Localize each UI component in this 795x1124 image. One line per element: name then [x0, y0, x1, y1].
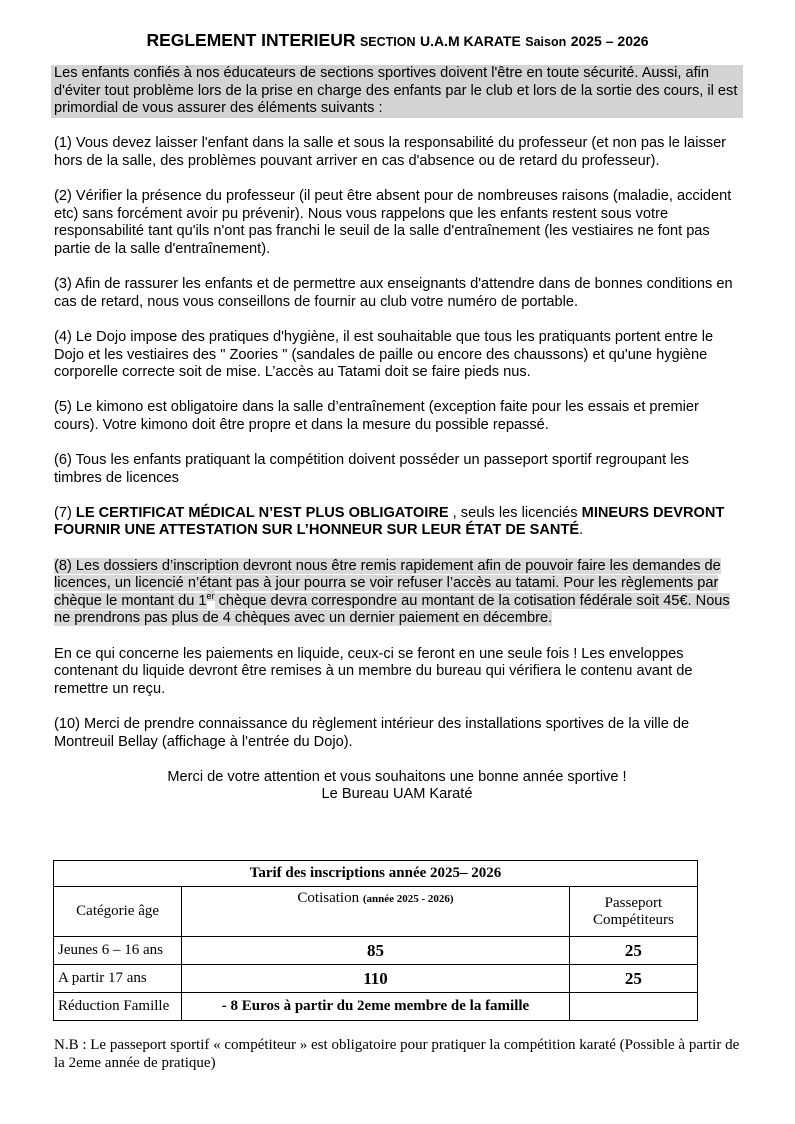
row-passeport: 25	[569, 965, 697, 993]
table-row	[54, 965, 698, 993]
title-club: U.A.M KARATE	[419, 33, 521, 49]
rule-4: (4) Le Dojo impose des pratiques d'hygiène, il est souhaitable que tous les pratiquants portent entre le Dojo et les vestiaires des " Zoories " (sandales de paille ou encore des chaussons) et qu'une hygiène corporelle correcte soit de mise. L’accès au Tatami doit se faire pieds nus.	[54, 328, 714, 381]
header-cotisation-label: Cotisation	[297, 890, 360, 906]
title-section: SECTION	[359, 35, 416, 49]
title-saison: 2025 – 2026	[570, 33, 649, 49]
table-row	[54, 937, 698, 965]
row-category: A partir 17 ans	[54, 965, 182, 993]
rules-body	[54, 65, 740, 804]
rule-8-part-a: (8) Les dossiers d’inscription devront nous être remis rapidement afin de pouvoir faire les demandes de licences, un licencié n’étant pas à jour pourra se voir refuser l’accès au tatami. Pour les règlements par chèque le montant du 1	[54, 557, 721, 609]
title-main: REGLEMENT INTERIEUR	[146, 30, 356, 50]
rule-8-superscript: er	[206, 590, 215, 601]
rule-7	[54, 505, 740, 540]
row-cotisation: 110	[182, 965, 570, 993]
rule-9: En ce qui concerne les paiements en liquide, ceux-ci se feront en une seule fois ! Les enveloppes contenant du liquide devront être remises à un membre du bureau qui vérifiera le contenu avant de remettre un reçu.	[54, 645, 693, 697]
reduction-label: Réduction Famille	[54, 993, 182, 1021]
rule-7-bold-certificate: LE CERTIFICAT MÉDICAL N’EST PLUS OBLIGATOIRE	[75, 504, 449, 521]
rule-6: (6) Tous les enfants pratiquant la compétition doivent posséder un passeport sportif regroupant les timbres de licences	[54, 452, 689, 486]
header-cotisation	[182, 887, 570, 937]
reduction-empty-cell	[569, 993, 697, 1021]
reduction-text: - 8 Euros à partir du 2eme membre de la famille	[182, 993, 570, 1021]
rule-7-number: (7)	[54, 504, 72, 521]
header-category: Catégorie âge	[54, 887, 182, 937]
rule-5: (5) Le kimono est obligatoire dans la salle d’entraînement (exception faite pour les essais et premier cours). Votre kimono doit être propre et dans la mesure du possible repassé.	[54, 399, 699, 433]
rule-1: (1) Vous devez laisser l'enfant dans la salle et sous la responsabilité du professeur (et non pas le laisser hors de la salle, des problèmes pouvant arriver en cas d'absence ou de retard du professeur).	[54, 135, 727, 169]
tarif-table	[53, 860, 698, 1021]
rule-7-middle: , seuls les licenciés	[452, 504, 578, 521]
rule-8	[54, 558, 740, 628]
header-passeport: Passeport Compétiteurs	[569, 887, 697, 937]
rule-8-part-b: chèque devra correspondre au montant de la cotisation fédérale soit 45€. Nous ne prendrons pas plus de 4 chèques avec un dernier paiement en décembre.	[54, 592, 730, 627]
intro-paragraph: Les enfants confiés à nos éducateurs de sections sportives doivent l'être en toute sécurité. Aussi, afin d'éviter tout problème lors de la prise en charge des enfants par le club et lors de la sortie des cours, il est primordial de vous assurer des éléments suivants :	[51, 65, 743, 118]
rule-10: (10) Merci de prendre connaissance du règlement intérieur des installations sportives de la ville de Montreuil Bellay (affichage à l'entrée du Dojo).	[54, 715, 690, 750]
document-title	[0, 30, 795, 51]
tarif-caption: Tarif des inscriptions année 2025– 2026	[54, 861, 698, 887]
table-row	[54, 993, 698, 1021]
nb-note: N.B : Le passeport sportif « compétiteur » est obligatoire pour pratiquer la compétition karaté (Possible à partir de la 2eme année de pratique)	[54, 1037, 740, 1071]
title-saison-label: Saison	[525, 35, 567, 49]
tarif-header-row	[54, 887, 698, 937]
header-cotisation-note: (année 2025 - 2026)	[362, 893, 454, 905]
closing-signature: Le Bureau UAM Karaté	[321, 786, 473, 803]
rule-7-bold-attestation: MINEURS DEVRONT FOURNIR UNE ATTESTATION SUR L’HONNEUR SUR LEUR ÉTAT DE SANTÉ	[54, 504, 725, 539]
row-cotisation: 85	[182, 937, 570, 965]
row-passeport: 25	[569, 937, 697, 965]
rule-3: (3) Afin de rassurer les enfants et de permettre aux enseignants d'attendre dans de bonnes conditions en cas de retard, nous vous conseillons de fournir au club votre numéro de portable.	[54, 276, 733, 310]
closing-line-1: Merci de votre attention et vous souhaitons une bonne année sportive !	[167, 768, 627, 785]
rule-7-end: .	[579, 522, 584, 539]
row-category: Jeunes 6 – 16 ans	[54, 937, 182, 965]
rule-2: (2) Vérifier la présence du professeur (il peut être absent pour de nombreuses raisons (maladie, accident etc) sans forcément avoir pu prévenir). Nous vous rappelons que les enfants restent sous votre responsabilité tant qu'ils n'ont pas franchi le seuil de la salle d'entraînement (les vestiaires ne font pas partie de la salle d'entraînement).	[54, 188, 732, 257]
